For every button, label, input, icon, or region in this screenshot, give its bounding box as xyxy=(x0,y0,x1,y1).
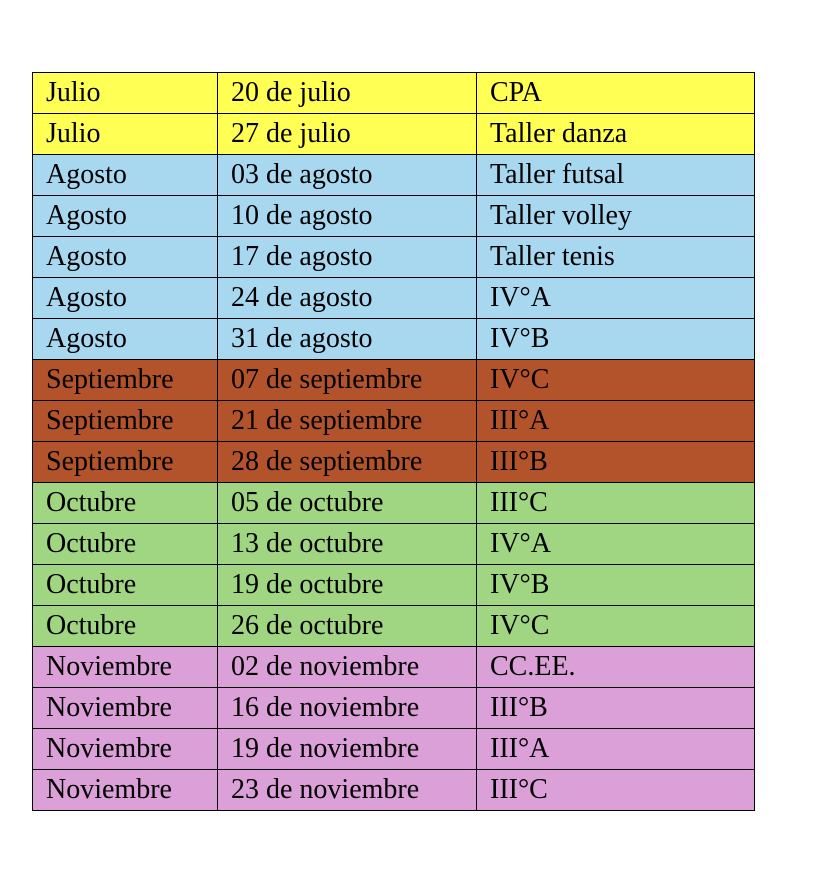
date-cell: 23 de noviembre xyxy=(218,770,477,811)
table-row xyxy=(33,606,755,647)
group-cell: Taller danza xyxy=(477,114,755,155)
table-row xyxy=(33,770,755,811)
date-cell: 27 de julio xyxy=(218,114,477,155)
group-cell: IV°B xyxy=(477,565,755,606)
date-cell: 24 de agosto xyxy=(218,278,477,319)
table-row xyxy=(33,319,755,360)
month-cell: Julio xyxy=(33,114,218,155)
table-row xyxy=(33,442,755,483)
date-cell: 05 de octubre xyxy=(218,483,477,524)
table-row xyxy=(33,237,755,278)
group-cell: III°B xyxy=(477,688,755,729)
date-cell: 17 de agosto xyxy=(218,237,477,278)
table-row xyxy=(33,524,755,565)
schedule-table xyxy=(32,72,755,811)
date-cell: 02 de noviembre xyxy=(218,647,477,688)
group-cell: CPA xyxy=(477,73,755,114)
date-cell: 07 de septiembre xyxy=(218,360,477,401)
group-cell: III°C xyxy=(477,483,755,524)
date-cell: 13 de octubre xyxy=(218,524,477,565)
group-cell: IV°A xyxy=(477,524,755,565)
table-row xyxy=(33,565,755,606)
group-cell: IV°A xyxy=(477,278,755,319)
table-row xyxy=(33,114,755,155)
group-cell: III°A xyxy=(477,729,755,770)
table-row xyxy=(33,729,755,770)
table-row xyxy=(33,483,755,524)
date-cell: 16 de noviembre xyxy=(218,688,477,729)
month-cell: Septiembre xyxy=(33,401,218,442)
month-cell: Octubre xyxy=(33,524,218,565)
table-row xyxy=(33,73,755,114)
month-cell: Agosto xyxy=(33,319,218,360)
date-cell: 26 de octubre xyxy=(218,606,477,647)
table-row xyxy=(33,647,755,688)
table-row xyxy=(33,401,755,442)
month-cell: Noviembre xyxy=(33,688,218,729)
date-cell: 31 de agosto xyxy=(218,319,477,360)
table-row xyxy=(33,360,755,401)
schedule-page xyxy=(32,72,754,811)
month-cell: Noviembre xyxy=(33,729,218,770)
table-row xyxy=(33,688,755,729)
month-cell: Noviembre xyxy=(33,770,218,811)
group-cell: Taller tenis xyxy=(477,237,755,278)
group-cell: IV°B xyxy=(477,319,755,360)
month-cell: Noviembre xyxy=(33,647,218,688)
table-row xyxy=(33,278,755,319)
group-cell: Taller volley xyxy=(477,196,755,237)
date-cell: 20 de julio xyxy=(218,73,477,114)
group-cell: III°A xyxy=(477,401,755,442)
month-cell: Agosto xyxy=(33,155,218,196)
month-cell: Septiembre xyxy=(33,442,218,483)
group-cell: III°B xyxy=(477,442,755,483)
month-cell: Julio xyxy=(33,73,218,114)
group-cell: IV°C xyxy=(477,606,755,647)
schedule-table-body xyxy=(33,73,755,811)
date-cell: 03 de agosto xyxy=(218,155,477,196)
date-cell: 19 de noviembre xyxy=(218,729,477,770)
month-cell: Agosto xyxy=(33,196,218,237)
month-cell: Octubre xyxy=(33,565,218,606)
month-cell: Octubre xyxy=(33,483,218,524)
date-cell: 10 de agosto xyxy=(218,196,477,237)
month-cell: Septiembre xyxy=(33,360,218,401)
group-cell: IV°C xyxy=(477,360,755,401)
group-cell: CC.EE. xyxy=(477,647,755,688)
date-cell: 28 de septiembre xyxy=(218,442,477,483)
table-row xyxy=(33,196,755,237)
date-cell: 19 de octubre xyxy=(218,565,477,606)
group-cell: Taller futsal xyxy=(477,155,755,196)
group-cell: III°C xyxy=(477,770,755,811)
month-cell: Octubre xyxy=(33,606,218,647)
month-cell: Agosto xyxy=(33,237,218,278)
month-cell: Agosto xyxy=(33,278,218,319)
table-row xyxy=(33,155,755,196)
date-cell: 21 de septiembre xyxy=(218,401,477,442)
